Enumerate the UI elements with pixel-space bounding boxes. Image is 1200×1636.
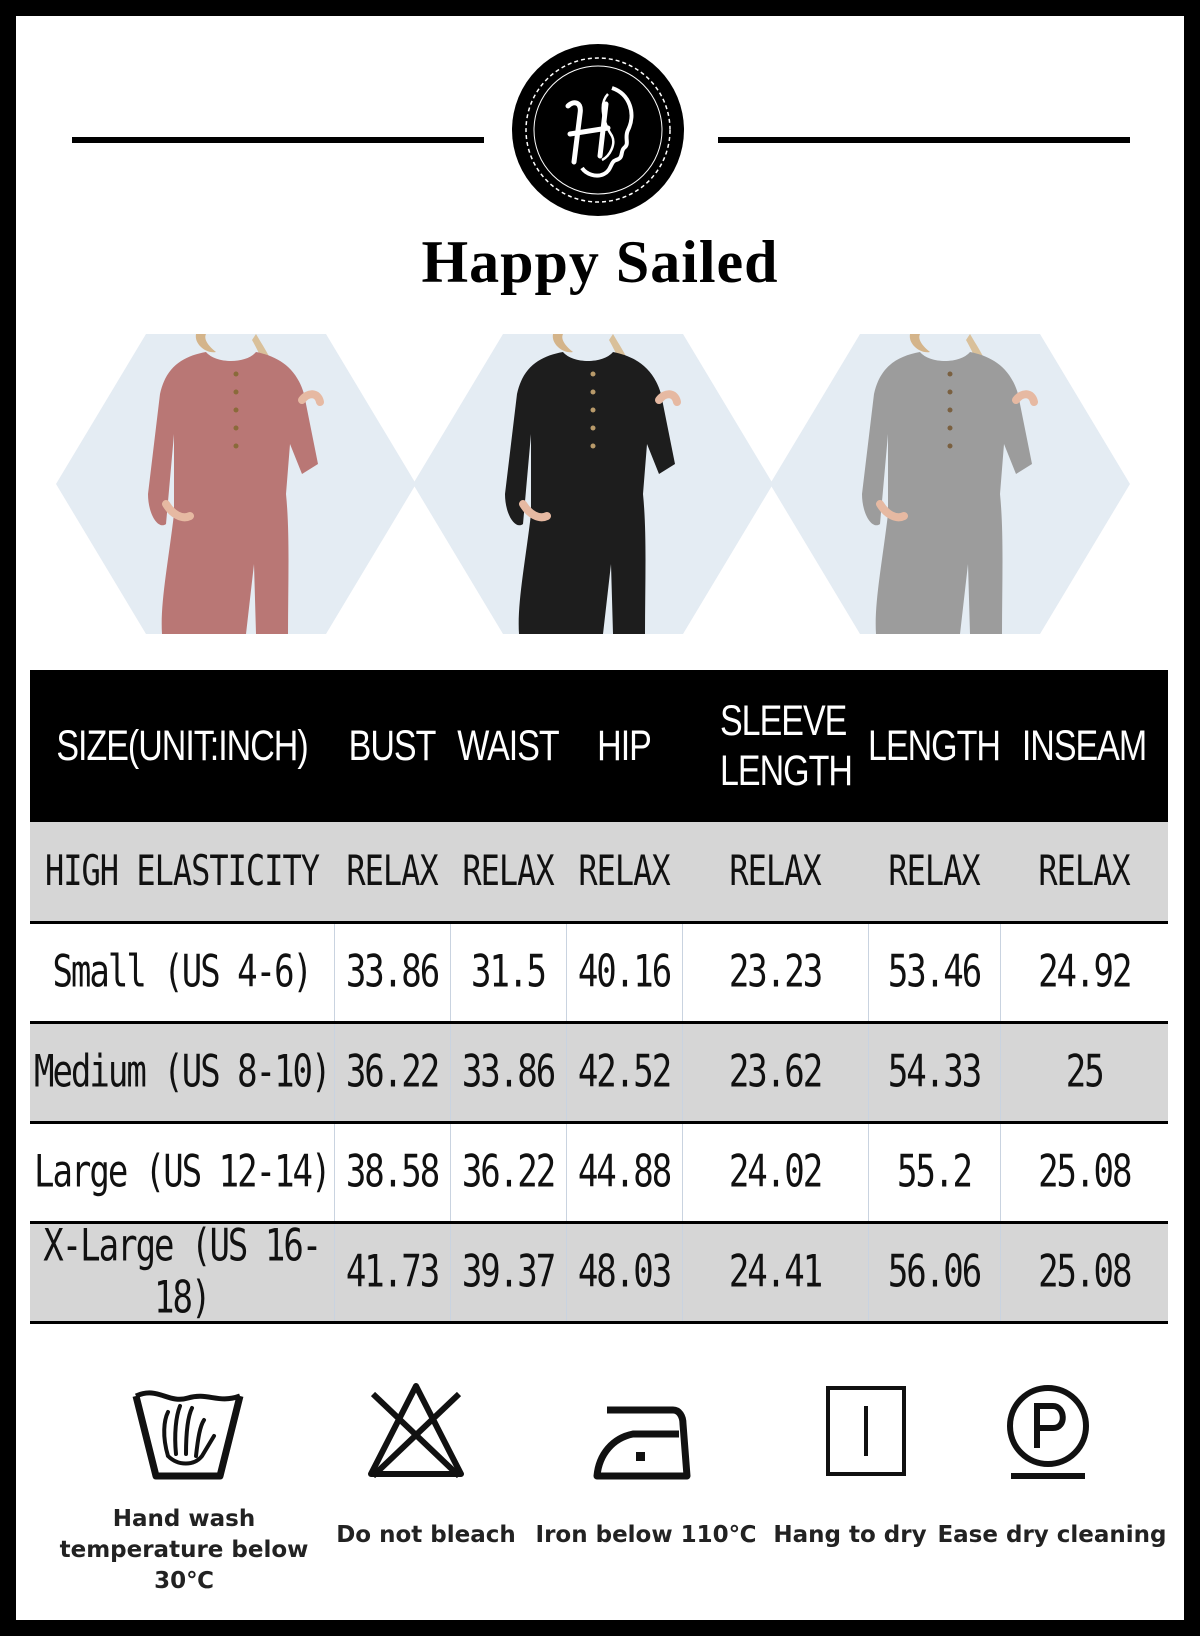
table-cell: [566, 1022, 682, 1122]
bust-value: 41.73: [345, 1246, 439, 1298]
table-cell: [1000, 1122, 1168, 1222]
elasticity-cell: RELAX: [334, 807, 450, 937]
header-rule-left: [72, 137, 484, 143]
brand-name: Happy Sailed: [421, 229, 779, 295]
table-cell: [450, 1022, 566, 1122]
table-row: [30, 922, 1168, 1022]
table-cell: [868, 1222, 1000, 1322]
inseam-value: 25: [1065, 1046, 1103, 1098]
hand-wash-label-line2: temperature below 30℃: [59, 1537, 309, 1594]
table-cell: [566, 1122, 682, 1222]
table-row: [30, 1022, 1168, 1122]
table-cell: [1000, 922, 1168, 1022]
table-cell: [682, 1122, 868, 1222]
dry-clean-label: Ease dry cleaning: [937, 1522, 1167, 1548]
table-cell: [868, 1122, 1000, 1222]
size-label: Small (US 4-6): [52, 946, 312, 998]
size-label: Large (US 12-14): [33, 1146, 330, 1198]
hip-value: 40.16: [577, 946, 671, 998]
size-chart: [30, 670, 1168, 1324]
hip-value: 42.52: [577, 1046, 671, 1098]
table-cell: [682, 1222, 868, 1322]
waist-value: 33.86: [461, 1046, 555, 1098]
dry-clean-p-icon: [938, 1376, 1158, 1486]
table-cell: [334, 1222, 450, 1322]
table-row: [30, 1122, 1168, 1222]
header-sleeve-length-text: SLEEVE LENGTH: [720, 697, 852, 795]
header-size: SIZE(UNIT:INCH): [56, 722, 308, 770]
hand-wash-icon: [78, 1376, 298, 1486]
length-value: 56.06: [887, 1246, 981, 1298]
table-cell: [1000, 1022, 1168, 1122]
inseam-value: 24.92: [1038, 946, 1131, 998]
header-inseam: INSEAM: [1021, 722, 1147, 770]
do-not-bleach-label: Do not bleach: [336, 1522, 516, 1548]
table-cell: [1000, 1222, 1168, 1322]
hip-value: 44.88: [577, 1146, 671, 1198]
hang-dry-label: Hang to dry: [773, 1522, 927, 1548]
page-frame: [16, 16, 1184, 1620]
iron-icon: [532, 1376, 752, 1486]
bust-value: 36.22: [345, 1046, 439, 1098]
product-photos: [56, 334, 1176, 634]
table-cell: [682, 922, 868, 1022]
size-cell: [30, 1222, 334, 1322]
size-cell: [30, 1122, 334, 1222]
table-cell: [566, 1222, 682, 1322]
sleeve-value: 24.41: [728, 1246, 822, 1298]
table-cell: [566, 922, 682, 1022]
length-value: 55.2: [897, 1146, 971, 1198]
header-row: [30, 670, 1168, 822]
header-bust: BUST: [348, 722, 436, 770]
waist-value: 36.22: [461, 1146, 555, 1198]
waist-value: 31.5: [471, 946, 545, 998]
elasticity-cell: RELAX: [566, 807, 682, 937]
pink-jumpsuit-photo: [56, 334, 416, 634]
elasticity-cell: RELAX: [682, 807, 868, 937]
hip-value: 48.03: [577, 1246, 671, 1298]
elasticity-cell: RELAX: [450, 807, 566, 937]
sleeve-value: 23.23: [728, 946, 822, 998]
hand-wash-label: [34, 1504, 334, 1597]
waist-value: 39.37: [461, 1246, 555, 1298]
inseam-value: 25.08: [1038, 1246, 1131, 1298]
inseam-value: 25.08: [1038, 1146, 1131, 1198]
table-cell: [334, 1022, 450, 1122]
header-rule-right: [718, 137, 1130, 143]
table-cell: [334, 1122, 450, 1222]
size-label: Medium (US 8-10): [33, 1046, 330, 1098]
bust-value: 33.86: [345, 946, 439, 998]
sleeve-value: 24.02: [728, 1146, 822, 1198]
gray-jumpsuit-photo: [770, 334, 1130, 634]
iron-label: Iron below 110℃: [535, 1522, 757, 1548]
bust-value: 38.58: [345, 1146, 439, 1198]
table-cell: [450, 1222, 566, 1322]
elasticity-label: HIGH ELASTICITY: [30, 807, 334, 937]
table-cell: [868, 1022, 1000, 1122]
header-length: LENGTH: [868, 722, 1000, 770]
size-table: [30, 670, 1168, 1324]
table-cell: [682, 1022, 868, 1122]
header-hip: HIP: [597, 722, 651, 770]
elasticity-cell: RELAX: [868, 807, 1000, 937]
size-cell: [30, 922, 334, 1022]
elasticity-row: [30, 822, 1168, 922]
length-value: 54.33: [887, 1046, 981, 1098]
size-cell: [30, 1022, 334, 1122]
table-row: [30, 1222, 1168, 1322]
hand-wash-label-line1: Hand wash: [112, 1506, 256, 1532]
elasticity-cell: RELAX: [1000, 807, 1168, 937]
header-waist: WAIST: [457, 722, 559, 770]
sleeve-value: 23.62: [728, 1046, 822, 1098]
black-jumpsuit-photo: [413, 334, 773, 634]
table-cell: [450, 1122, 566, 1222]
length-value: 53.46: [887, 946, 981, 998]
size-label: X-Large (US 16-18): [43, 1220, 321, 1324]
woman-profile-logo-icon: [512, 44, 684, 216]
table-cell: [334, 922, 450, 1022]
table-cell: [450, 922, 566, 1022]
do-not-bleach-icon: [306, 1376, 526, 1486]
table-cell: [868, 922, 1000, 1022]
